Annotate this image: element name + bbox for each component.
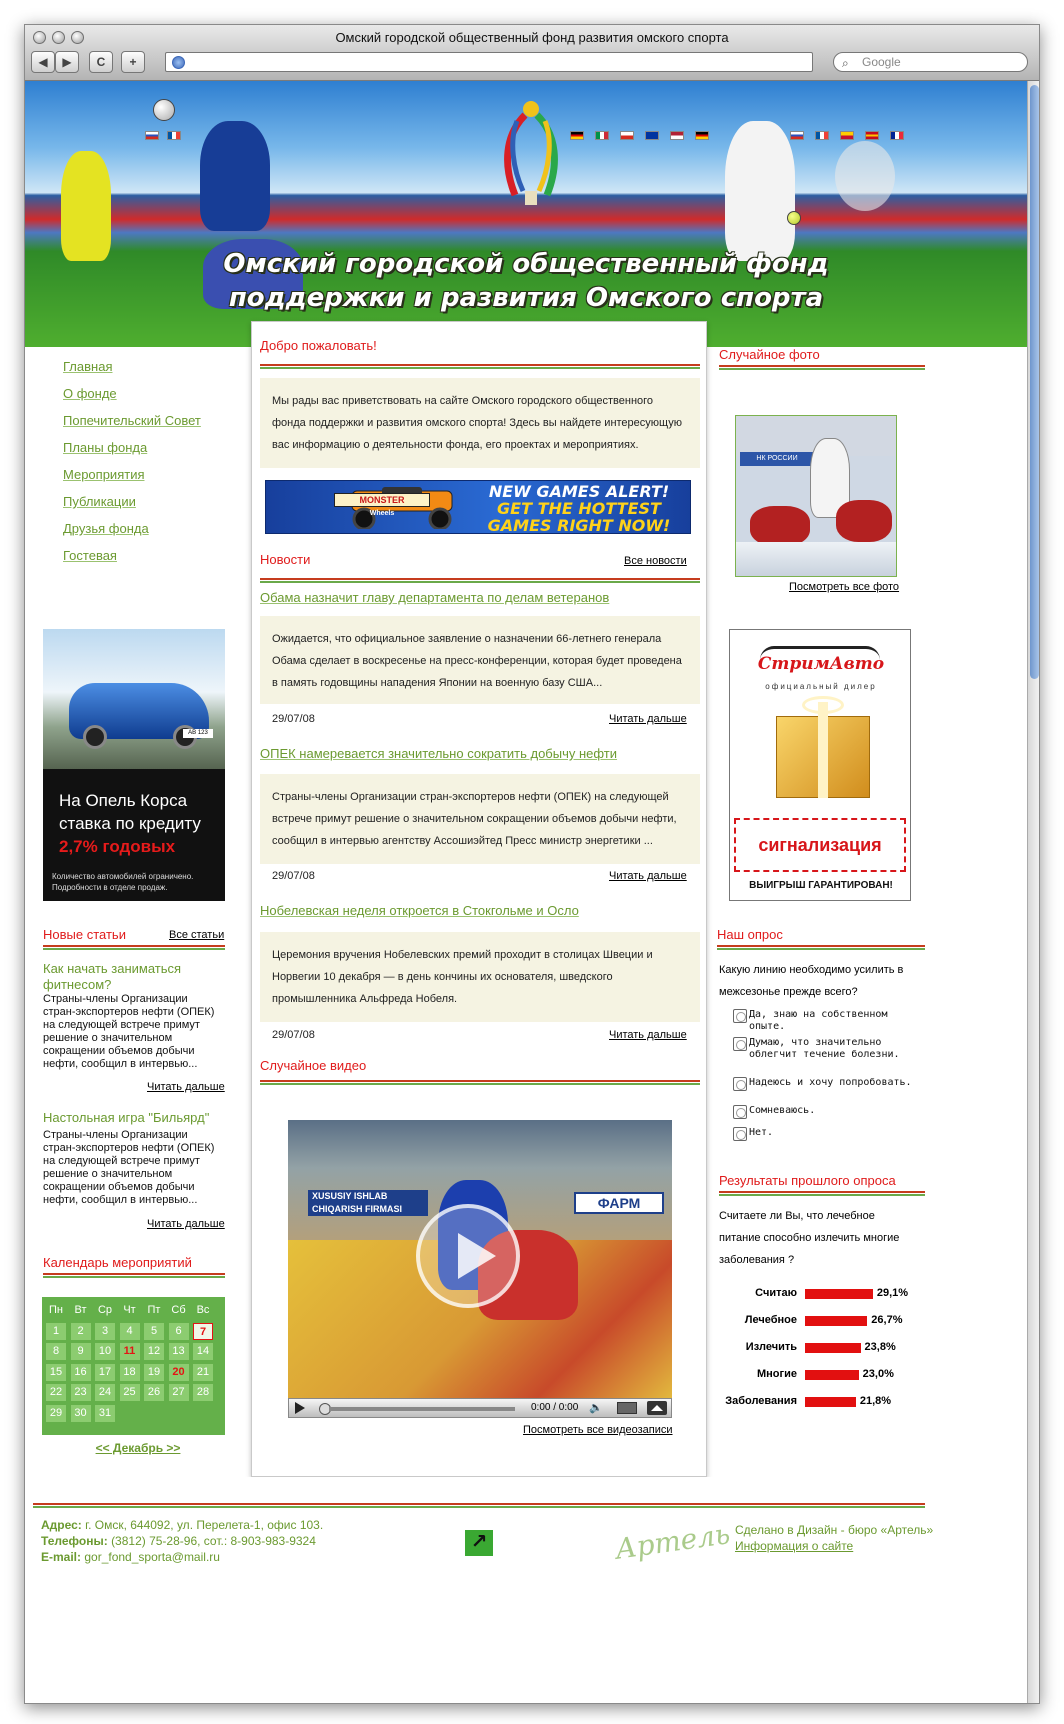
all-videos-link[interactable]: Посмотреть все видеозаписи — [523, 1424, 673, 1436]
calendar-day[interactable]: 10 — [95, 1343, 115, 1360]
calendar-day[interactable]: 17 — [95, 1364, 115, 1381]
article-title-1[interactable]: Как начать заниматься фитнесом? — [43, 961, 182, 992]
calendar-day[interactable]: 11 — [120, 1343, 140, 1360]
studio-logo: Артель — [613, 1517, 733, 1566]
made-by-text: Сделано в Дизайн - бюро «Артель» — [735, 1523, 934, 1537]
calendar-day[interactable]: 12 — [144, 1343, 164, 1360]
welcome-text: Мы рады вас приветствовать на сайте Омского городского общественного фонда поддержки и развития омского спорта! Здесь вы найдете интересующую вас информацию о деятельности фонда, его проектах и мероприятиях. — [260, 378, 700, 468]
divider — [260, 364, 700, 369]
calendar-day[interactable]: 14 — [193, 1343, 213, 1360]
flag — [145, 131, 159, 140]
news-title-2[interactable]: ОПЕК намеревается значительно сократить добычу нефти — [260, 746, 618, 761]
divider — [43, 1273, 225, 1278]
result-bar — [805, 1289, 873, 1299]
tennis-ball — [787, 211, 801, 225]
opel-ad-rate: 2,7% годовых — [59, 837, 176, 856]
welcome-heading: Добро пожаловать! — [260, 338, 377, 353]
footer — [25, 1477, 1027, 1704]
reload-button[interactable]: C — [89, 51, 113, 73]
divider — [717, 945, 925, 950]
address-bar[interactable] — [165, 52, 813, 72]
slogan-line-2: поддержки и развития Омского спорта — [228, 283, 824, 313]
video-heading: Случайное видео — [260, 1058, 367, 1073]
poll-option-label: Да, знаю на собственном опыте. — [749, 1009, 888, 1032]
news-title-1[interactable]: Обама назначит главу департамента по делам ветеранов — [260, 590, 610, 605]
truck-sub-label: Wheels — [369, 510, 395, 517]
strimavto-brand: СтримАвто — [757, 654, 885, 674]
poll-radio[interactable] — [733, 1105, 747, 1119]
play-triangle — [458, 1233, 496, 1279]
scrollbar-thumb[interactable] — [1030, 85, 1039, 679]
site-slogan — [25, 247, 1027, 315]
article-text-1: Страны-члены Организации стран-экспортеров нефти (ОПЕК) на следующей встрече примут решение о значительном сокращении объемов добычи нефти, сообщил в интервью... — [43, 993, 215, 1070]
flag — [670, 131, 684, 140]
strimavto-win: ВЫИГРЫШ ГАРАНТИРОВАН! — [749, 880, 893, 891]
games-ad-banner[interactable] — [265, 480, 691, 534]
nav-item-events[interactable]: Мероприятия — [63, 467, 145, 482]
strimavto-signal: сигнализация — [734, 818, 906, 872]
fund-logo-icon — [495, 95, 567, 205]
games-ad-line-3: GAMES RIGHT NOW! — [487, 516, 671, 534]
news-read-more-3[interactable]: Читать дальше — [609, 1029, 687, 1041]
calendar-weekday: Пт — [147, 1304, 161, 1316]
calendar-day[interactable]: 31 — [95, 1405, 115, 1422]
flag — [695, 131, 709, 140]
volume-icon[interactable]: 🔈 — [589, 1402, 603, 1414]
email-value[interactable]: gor_fond_sporta@mail.ru — [84, 1550, 220, 1564]
games-ad-line-1: NEW GAMES ALERT! — [488, 482, 670, 501]
eject-icon[interactable] — [647, 1401, 667, 1415]
result-value: 23,8% — [864, 1341, 896, 1353]
all-news-link[interactable]: Все новости — [624, 555, 687, 567]
article-text-2: Страны-члены Организации стран-экспортеров нефти (ОПЕК) на следующей встрече примут решение о значительном сокращении объемов добычи нефти, сообщил в интервью... — [43, 1129, 215, 1206]
results-chart — [707, 1287, 927, 1417]
news-read-more-1[interactable]: Читать дальше — [609, 713, 687, 725]
result-value: 26,7% — [871, 1314, 903, 1326]
result-value: 23,0% — [862, 1368, 894, 1380]
news-read-more-2[interactable]: Читать дальше — [609, 870, 687, 882]
calendar-day[interactable]: 1 — [46, 1323, 66, 1340]
all-articles-link[interactable]: Все статьи — [169, 929, 225, 941]
video-player[interactable] — [288, 1120, 672, 1398]
nav-item-home[interactable]: Главная — [63, 359, 113, 374]
news-title-3[interactable]: Нобелевская неделя откроется в Стокгольме и Осло — [260, 903, 579, 918]
tennis-player-figure — [725, 121, 795, 261]
hockey-player — [750, 506, 810, 546]
calendar-weekday: Ср — [97, 1304, 113, 1316]
car-roof-icon — [760, 646, 880, 660]
goalkeeper-figure — [61, 151, 111, 261]
poll-question: Какую линию необходимо усилить в межсезонье прежде всего? — [719, 964, 904, 998]
nav-item-guestbook[interactable]: Гостевая — [63, 548, 117, 563]
poll-radio[interactable] — [733, 1077, 747, 1091]
result-bar — [805, 1370, 859, 1380]
calendar-day[interactable]: 19 — [144, 1364, 164, 1381]
flag — [620, 131, 634, 140]
result-label: Считаю — [755, 1287, 797, 1299]
gift-bow — [802, 696, 844, 714]
search-placeholder: Google — [862, 55, 901, 69]
articles-heading: Новые статьи — [43, 927, 126, 942]
flag — [790, 131, 804, 140]
photo-sign: НК РОССИИ — [740, 452, 814, 466]
footer-phones — [41, 1533, 316, 1549]
calendar-weekday: Пн — [49, 1304, 63, 1316]
footer-email — [41, 1549, 220, 1565]
fullscreen-icon[interactable] — [617, 1402, 637, 1414]
news-text-2: Страны-члены Организации стран-экспортеров нефти (ОПЕК) на следующей встрече примут решение о значительном сокращении объемов добычи нефти, сообщил в интервью агентству Ассошиэйтед Пресс министр энергетики ... — [260, 774, 700, 864]
poll-heading: Наш опрос — [717, 927, 783, 942]
article-read-more-1[interactable]: Читать дальше — [147, 1081, 225, 1093]
play-overlay-icon[interactable] — [416, 1204, 520, 1308]
seek-bar[interactable] — [329, 1407, 515, 1411]
result-label: Многие — [757, 1368, 797, 1380]
calendar-month-nav[interactable]: << Декабрь >> — [95, 1441, 181, 1455]
globe-icon — [172, 56, 185, 69]
video-sign-line-1: XUSUSIY ISHLAB — [312, 1191, 388, 1201]
poll-radio[interactable] — [733, 1009, 747, 1023]
calendar-day[interactable]: 6 — [169, 1323, 189, 1340]
calendar-day[interactable]: 15 — [46, 1364, 66, 1381]
video-sign-line-2: CHIQARISH FIRMASI — [312, 1204, 402, 1214]
result-value: 29,1% — [876, 1287, 909, 1299]
opel-ad-note-1: Количество автомобилей ограничено. — [52, 872, 194, 881]
calendar-weekday: Сб — [171, 1304, 186, 1316]
search-icon: ⌕ — [842, 56, 849, 70]
footballer-figure — [200, 121, 270, 231]
calendar-day[interactable]: 28 — [193, 1384, 213, 1401]
result-bar — [805, 1397, 856, 1407]
calendar-day[interactable]: 30 — [71, 1405, 91, 1422]
news-date-1: 29/07/08 — [272, 713, 315, 725]
calendar-day[interactable]: 29 — [46, 1405, 66, 1422]
photo-heading: Случайное фото — [719, 347, 820, 362]
news-heading: Новости — [260, 552, 311, 567]
flag — [645, 131, 659, 140]
flag — [840, 131, 854, 140]
calendar-day[interactable]: 3 — [95, 1323, 115, 1340]
video-controls — [288, 1398, 672, 1418]
poll-option-label: Надеюсь и хочу попробовать. — [749, 1077, 912, 1088]
random-photo[interactable] — [735, 415, 897, 577]
center-column — [251, 321, 707, 1477]
page-content — [25, 81, 1027, 1704]
flag — [865, 131, 879, 140]
calendar-day[interactable]: 21 — [193, 1364, 213, 1381]
opel-ad-line-1: На Опель Корса — [59, 791, 188, 810]
flag — [570, 131, 584, 140]
calendar-day[interactable]: 16 — [71, 1364, 91, 1381]
calendar-day[interactable]: 26 — [144, 1384, 164, 1401]
browser-window — [24, 24, 1040, 1704]
calendar-day[interactable]: 18 — [120, 1364, 140, 1381]
poll-radio[interactable] — [733, 1127, 747, 1141]
result-bar — [805, 1343, 861, 1353]
calendar-heading: Календарь мероприятий — [43, 1255, 192, 1270]
nav-item-board[interactable]: Попечительский Совет — [63, 413, 201, 428]
header-banner — [25, 81, 1027, 347]
divider — [43, 945, 225, 950]
poll-option-label: Думаю, что значительно облегчит течение болезни. — [749, 1037, 900, 1060]
phones-value: (3812) 75-28-96, сот.: 8-903-983-9324 — [111, 1534, 316, 1548]
opel-ad-line-2: ставка по кредиту — [59, 814, 201, 833]
divider — [719, 1191, 925, 1196]
calendar-day[interactable]: 27 — [169, 1384, 189, 1401]
calendar-day[interactable]: 24 — [95, 1384, 115, 1401]
calendar-day[interactable]: 8 — [46, 1343, 66, 1360]
result-value: 21,8% — [859, 1395, 892, 1407]
truck-label: MONSTER — [334, 493, 430, 507]
nav-item-plans[interactable]: Планы фонда — [63, 440, 148, 455]
calendar-weekday: Вт — [74, 1304, 87, 1316]
all-photos-link[interactable]: Посмотреть все фото — [789, 581, 900, 593]
video-sign-2: ФАРМ — [574, 1192, 664, 1214]
title-bar — [25, 25, 1039, 81]
opel-ad-note-2: Подробности в отделе продаж. — [52, 883, 168, 892]
calendar-day[interactable]: 5 — [144, 1323, 164, 1340]
external-link-icon[interactable]: ↗ — [465, 1530, 493, 1556]
calendar-day[interactable]: 20 — [169, 1364, 189, 1381]
divider — [719, 365, 925, 370]
flag — [815, 131, 829, 140]
car-plate: AB 123 — [183, 729, 213, 738]
nav-item-publications[interactable]: Публикации — [63, 494, 136, 509]
calendar-day[interactable]: 22 — [46, 1384, 66, 1401]
vertical-scrollbar[interactable] — [1027, 81, 1040, 1704]
events-calendar — [42, 1297, 225, 1435]
slogan-line-1: Омский городской общественный фонд — [223, 249, 829, 279]
video-sign-1 — [308, 1190, 428, 1216]
games-ad-text — [466, 481, 691, 534]
poll-radio[interactable] — [733, 1037, 747, 1051]
play-icon[interactable] — [295, 1402, 305, 1414]
news-date-3: 29/07/08 — [272, 1029, 315, 1041]
calendar-day[interactable]: 9 — [71, 1343, 91, 1360]
opel-ad-banner[interactable] — [43, 629, 225, 901]
calendar-day[interactable]: 4 — [120, 1323, 140, 1340]
search-input[interactable] — [833, 52, 1028, 72]
calendar-day[interactable]: 25 — [120, 1384, 140, 1401]
nav-item-about[interactable]: О фонде — [63, 386, 117, 401]
result-label: Заболевания — [725, 1395, 797, 1407]
news-date-2: 29/07/08 — [272, 870, 315, 882]
result-label: Излечить — [745, 1341, 797, 1353]
flag — [890, 131, 904, 140]
divider — [260, 1080, 700, 1085]
strimavto-ad-banner[interactable] — [729, 629, 911, 901]
phones-label: Телефоны: — [41, 1534, 108, 1548]
calendar-weekday: Вс — [196, 1304, 210, 1316]
results-heading: Результаты прошлого опроса — [719, 1173, 896, 1188]
result-bar — [805, 1316, 867, 1326]
calendar-day[interactable]: 2 — [71, 1323, 91, 1340]
strimavto-dealer: официальный дилер — [765, 682, 877, 691]
forward-button[interactable]: ▶ — [55, 51, 79, 73]
window-title: Омский городской общественный фонд развития омского спорта — [335, 30, 729, 45]
article-title-2[interactable]: Настольная игра "Бильярд" — [43, 1110, 210, 1125]
nav-item-friends[interactable]: Друзья фонда — [63, 521, 149, 536]
calendar-weekday: Чт — [123, 1304, 136, 1316]
footer-address — [41, 1517, 323, 1533]
flag — [167, 131, 181, 140]
games-ad-line-2: GET THE HOTTEST — [497, 499, 661, 518]
result-label: Лечебное — [744, 1314, 797, 1326]
address-value: г. Омск, 644092, ул. Перелета-1, офис 103. — [85, 1518, 324, 1532]
add-bookmark-button[interactable]: + — [121, 51, 145, 73]
photo-ice — [736, 542, 897, 577]
divider — [260, 578, 700, 583]
results-question: Считаете ли Вы, что лечебное питание способно излечить многие заболевания ? — [719, 1210, 900, 1266]
flag — [595, 131, 609, 140]
divider — [33, 1503, 925, 1508]
poll-option-label: Сомневаюсь. — [749, 1105, 816, 1116]
email-label: E-mail: — [41, 1550, 82, 1564]
cyclist-figure — [835, 141, 895, 211]
video-time: 0:00 / 0:00 — [531, 1402, 579, 1413]
soccer-ball — [153, 99, 175, 121]
poll-option-label: Нет. — [749, 1127, 774, 1138]
hockey-player — [836, 500, 892, 542]
news-text-1: Ожидается, что официальное заявление о назначении 66-летнего генерала Обама сделает в воскресенье на пресс-конференции, которая будет проведена в память годовщины нападения Японии на военную базу США... — [260, 616, 700, 704]
gift-ribbon — [818, 702, 828, 798]
calendar-day[interactable]: 7 — [193, 1323, 213, 1340]
news-text-3: Церемония вручения Нобелевских премий проходит в столицах Швеции и Норвегии 10 декабря — в день кончины их основателя, шведского промышленника Альфреда Нобеля. — [260, 932, 700, 1022]
calendar-day[interactable]: 13 — [169, 1343, 189, 1360]
address-label: Адрес: — [41, 1518, 82, 1532]
back-button[interactable]: ◀ — [31, 51, 55, 73]
article-read-more-2[interactable]: Читать дальше — [147, 1218, 225, 1230]
site-info-link[interactable]: Информация о сайте — [735, 1539, 854, 1553]
calendar-day[interactable]: 23 — [71, 1384, 91, 1401]
car-wheel — [83, 725, 107, 749]
